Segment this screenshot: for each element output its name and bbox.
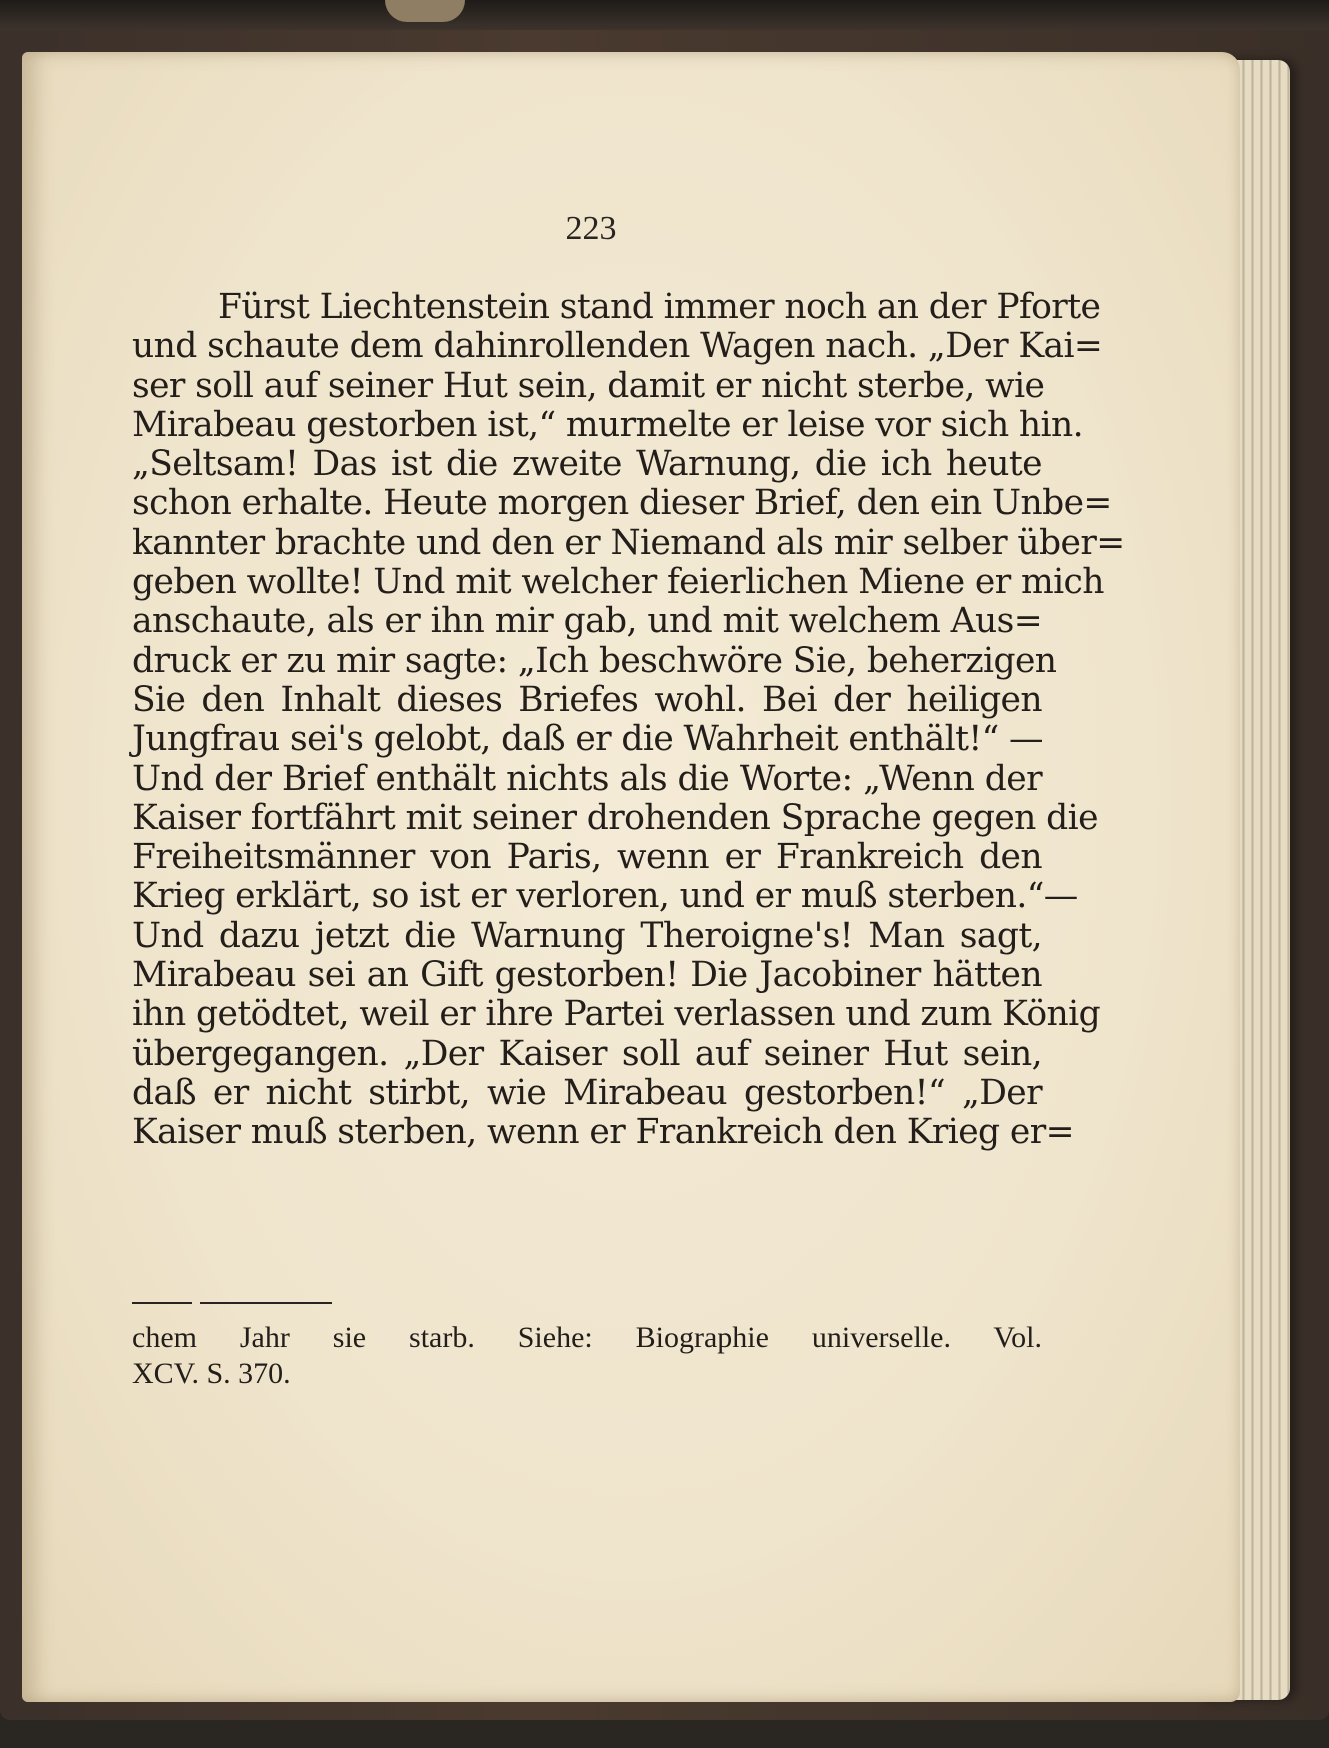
- text-line: Mirabeau sei an Gift gestorben! Die Jacobiner hätten: [132, 955, 1042, 996]
- text-line: Fürst Liechtenstein stand immer noch an der Pforte: [218, 287, 1101, 327]
- text-line: anschaute, als er ihn mir gab, und mit welchem Aus=: [132, 601, 1042, 642]
- footnote-rule: [132, 1302, 332, 1304]
- text-line: Und dazu jetzt die Warnung Theroigne's! Man sagt,: [132, 915, 1042, 956]
- text-line: Freiheitsmänner von Paris, wenn er Frankreich den: [132, 837, 1042, 878]
- text-line: Kaiser fortfährt mit seiner drohenden Sprache gegen die: [132, 797, 1098, 838]
- text-line: ihn getödtet, weil er ihre Partei verlassen und zum König: [132, 994, 1101, 1035]
- body-text: [132, 287, 1125, 1153]
- footnote: [132, 1320, 1042, 1392]
- text-line: kannter brachte und den er Niemand als mir selber über=: [132, 522, 1125, 563]
- text-line: Mirabeau gestorben ist,“ murmelte er leise vor sich hin.: [132, 404, 1083, 445]
- text-line: ser soll auf seiner Hut sein, damit er nicht sterbe, wie: [132, 365, 1045, 406]
- page-number: 223: [565, 210, 617, 247]
- cover-top-edge: [0, 0, 1329, 30]
- book-clasp: [385, 0, 465, 22]
- text-line: schon erhalte. Heute morgen dieser Brief, den ein Unbe=: [132, 483, 1112, 524]
- text-line: übergegangen. „Der Kaiser soll auf seiner Hut sein,: [132, 1033, 1042, 1074]
- text-line: druck er zu mir sagte: „Ich beschwöre Sie, beherzigen: [132, 640, 1057, 681]
- footnote-line: XCV. S. 370.: [132, 1357, 291, 1390]
- text-line: Sie den Inhalt dieses Briefes wohl. Bei der heiligen: [132, 679, 1042, 720]
- book-page: [22, 52, 1240, 1702]
- text-line: Krieg erklärt, so ist er verloren, und er muß sterben.“—: [132, 876, 1078, 917]
- text-line: und schaute dem dahinrollenden Wagen nach. „Der Kai=: [132, 326, 1103, 367]
- footnote-line: chem Jahr sie starb. Siehe: Biographie universelle. Vol.: [132, 1321, 1042, 1354]
- text-line: Kaiser muß sterben, wenn er Frankreich den Krieg er=: [132, 1112, 1074, 1153]
- text-line: daß er nicht stirbt, wie Mirabeau gestorben!“ „Der: [132, 1072, 1042, 1113]
- text-line: geben wollte! Und mit welcher feierlichen Miene er mich: [132, 562, 1104, 603]
- text-line: „Seltsam! Das ist die zweite Warnung, die ich heute: [132, 444, 1042, 485]
- text-line: Und der Brief enthält nichts als die Worte: „Wenn der: [132, 758, 1042, 799]
- text-line: Jungfrau sei's gelobt, daß er die Wahrheit enthält!“ —: [132, 719, 1043, 760]
